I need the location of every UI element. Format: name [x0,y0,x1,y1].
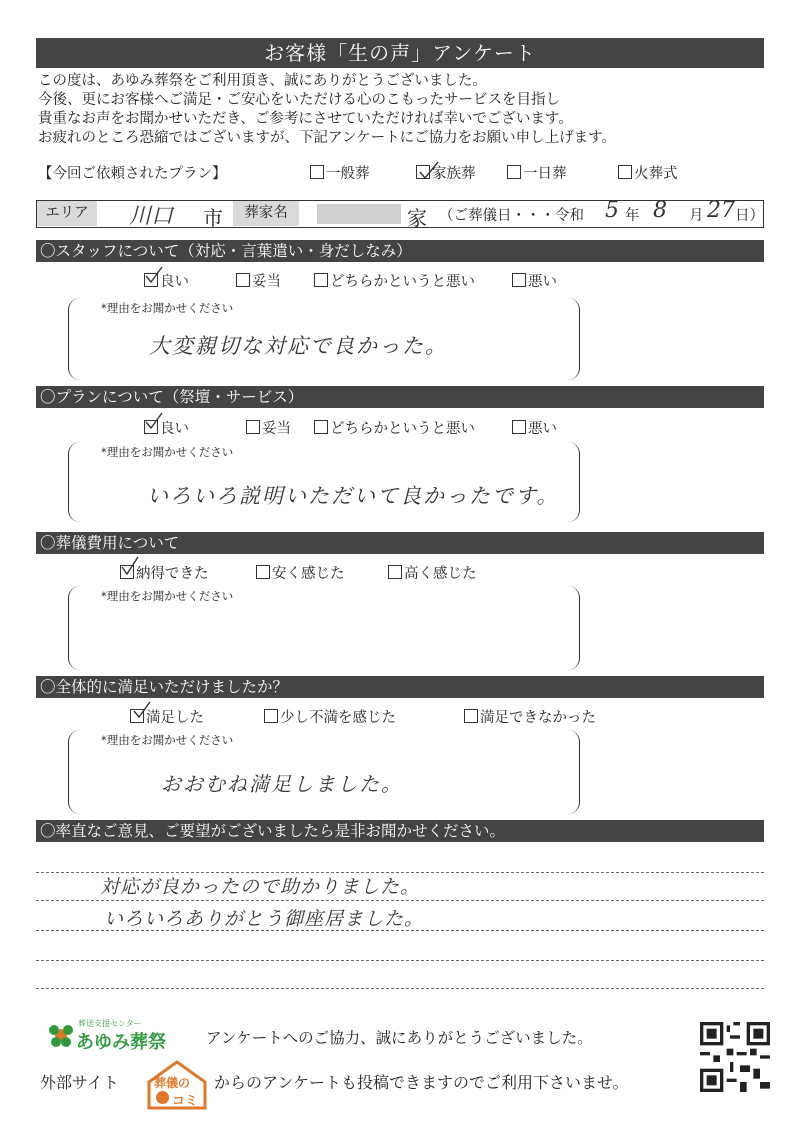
month-unit: 月 [689,208,704,224]
date-day: 27 [707,198,735,223]
checkbox-icon[interactable] [314,420,328,434]
plan-option-oneday[interactable]: 一日葬 [507,162,567,183]
section-plan-title: 〇プランについて（祭壇・サービス） [36,386,764,408]
section-staff-title: 〇スタッフについて（対応・言葉遣い・身だしなみ） [36,240,764,262]
check-mark-icon [144,411,164,431]
qr-code-icon[interactable] [700,1022,770,1092]
reason-hint: *理由をお聞かせください [101,445,234,459]
section-cost-options [120,562,760,582]
section-plan-options [144,417,764,437]
intro-line: この度は、あゆみ葬祭をご利用頂き、誠にありがとうございました。 [38,73,487,89]
option-unsatisfied[interactable]: 満足できなかった [464,706,596,727]
area-label: エリア [37,201,97,226]
option-satisfied[interactable]: 満足した [130,706,204,727]
plan-row [38,162,768,184]
external-site-label: 外部サイト [40,1073,119,1092]
section-staff-options [144,270,764,290]
ruled-line [36,900,764,901]
sougi-no-komi-logo[interactable] [146,1060,208,1110]
ayumi-logo [46,1018,181,1058]
checkbox-icon[interactable] [246,420,260,434]
comment-line: 対応が良かったので助かりました。 [100,876,421,898]
section-overall-title: 〇全体的に満足いただけましたか？ [36,676,764,698]
reason-box-staff[interactable] [68,298,580,380]
intro-line: 貴重なお声をお聞かせいただき、ご参考にさせていただければ幸いでございます。 [38,111,573,127]
checkbox-icon[interactable] [314,273,328,287]
intro-line: お疲れのところ恐縮ではございますが、下記アンケートにご協力をお願い申し上げます。 [38,130,616,146]
option-cheap[interactable]: 安く感じた [256,562,345,583]
smiley-icon [156,1091,169,1104]
intro-line: 今後、更にお客様へご満足・ご安心をいただける心のこもったサービスを目指し [38,92,560,108]
checkbox-icon[interactable] [264,709,278,723]
ruled-line [36,960,764,961]
checkbox-icon[interactable] [464,709,478,723]
date-prefix: （ご葬儀日・・・令和 [439,208,584,224]
reason-hint: *理由をお聞かせください [101,589,234,603]
ruled-line [36,988,764,989]
city-suffix: 市 [203,206,223,230]
reason-box-cost[interactable] [68,586,580,670]
family-label: 葬家名 [233,201,299,226]
checkbox-icon[interactable] [507,165,521,179]
section-cost-title: 〇葬儀費用について [36,532,764,554]
date-month: 8 [653,198,667,223]
reason-answer: おおむね満足しました。 [161,772,403,796]
section-overall-options [130,706,760,726]
option-satisfied-price[interactable]: 納得できた [120,562,209,583]
check-mark-icon [144,265,164,285]
footer-thanks: アンケートへのご協力、誠にありがとうございました。 [206,1029,593,1047]
check-mark-icon [132,700,152,720]
day-unit: 日） [735,208,764,224]
info-row [36,200,764,228]
flower-icon [46,1020,76,1050]
plan-label: 【今回ご依頼されたプラン】 [38,166,227,182]
check-mark-icon [418,160,440,180]
option-slightly-unsatisfied[interactable]: 少し不満を感じた [264,706,396,727]
option-bad[interactable]: 悪い [512,417,557,438]
plan-option-general[interactable]: 一般葬 [310,162,370,183]
logo2-top-text: 葬儀の [154,1076,191,1090]
option-fair[interactable]: 妥当 [246,417,291,438]
checkbox-icon[interactable] [236,273,250,287]
logo-name: あゆみ葬祭 [76,1032,166,1053]
checkbox-icon[interactable] [256,565,270,579]
redacted-name [317,204,401,224]
intro-text [38,72,768,148]
reason-hint: *理由をお聞かせください [101,733,234,747]
option-good[interactable]: 良い [144,270,189,291]
checkbox-icon[interactable] [388,565,402,579]
reason-answer: いろいろ説明いただいて良かったです。 [147,484,560,508]
date-year: 5 [605,198,619,223]
reason-box-overall[interactable] [68,730,580,814]
check-mark-icon [120,555,140,577]
plan-option-family[interactable]: 家族葬 [416,162,476,183]
year-unit: 年 [625,208,640,224]
external-site-text: からのアンケートも投稿できますのでご利用下さいませ。 [214,1073,629,1092]
comment-line: いろいろありがとう御座居ました。 [104,908,425,930]
logo-subtitle: 葬送支援センター [78,1019,142,1028]
checkbox-icon[interactable] [618,165,632,179]
page-title: お客様「生の声」アンケート [36,38,764,68]
option-rather-bad[interactable]: どちらかというと悪い [314,270,475,291]
checkbox-icon[interactable] [310,165,324,179]
area-value: 川口 [129,204,174,229]
reason-answer: 大変親切な対応で良かった。 [149,334,448,358]
option-expensive[interactable]: 高く感じた [388,562,477,583]
checkbox-icon[interactable] [512,273,526,287]
option-fair[interactable]: 妥当 [236,270,281,291]
reason-box-plan[interactable] [68,442,580,522]
option-bad[interactable]: 悪い [512,270,557,291]
option-good[interactable]: 良い [144,417,189,438]
option-rather-bad[interactable]: どちらかというと悪い [314,417,475,438]
section-comments-title: 〇率直なご意見、ご要望がございましたら是非お聞かせください。 [36,820,764,842]
plan-option-cremation[interactable]: 火葬式 [618,162,678,183]
checkbox-icon[interactable] [512,420,526,434]
family-suffix: 家 [407,206,427,230]
logo2-bottom-text: コミ [172,1094,199,1109]
reason-hint: *理由をお聞かせください [101,301,234,315]
